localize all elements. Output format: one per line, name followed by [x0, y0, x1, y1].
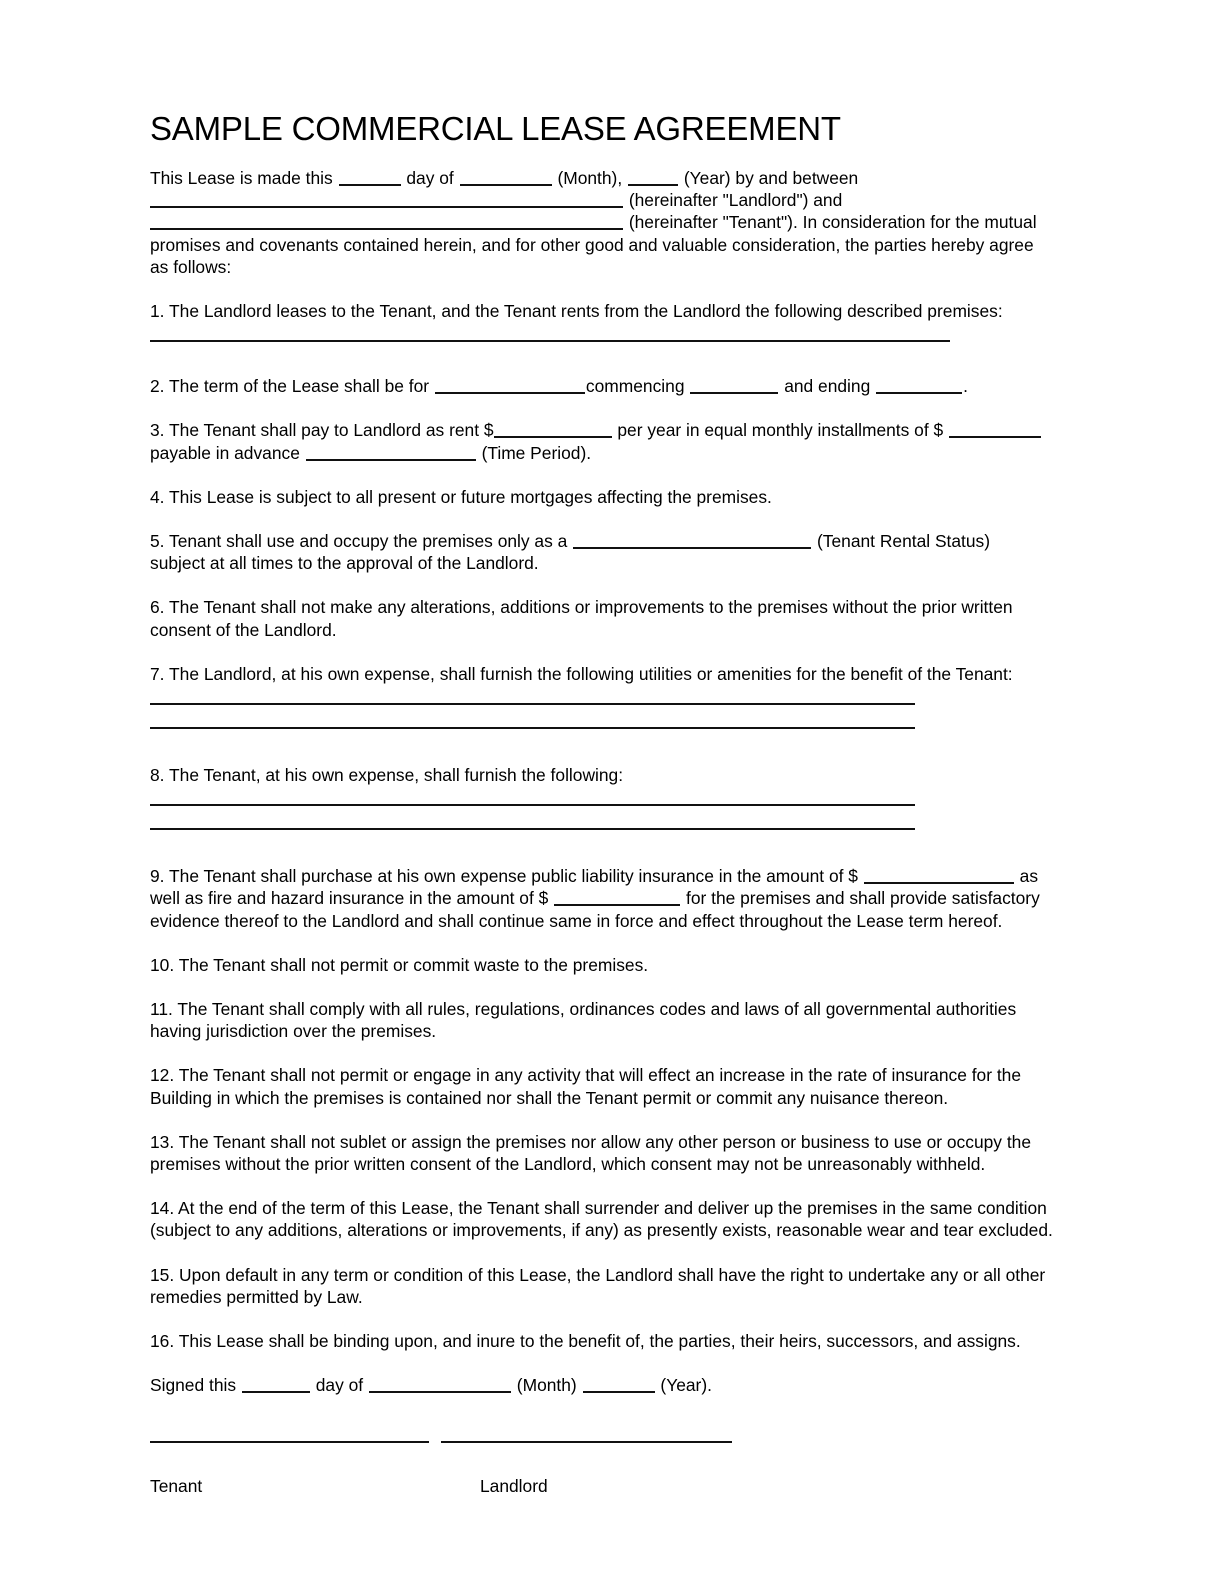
- clause-10-text: 10. The Tenant shall not permit or commit waste to the premises.: [150, 954, 649, 975]
- tenant-label: Tenant: [150, 1475, 203, 1496]
- clause-7: [150, 663, 1068, 685]
- signature-labels: [150, 1475, 1068, 1497]
- ending-date-blank[interactable]: [876, 378, 962, 394]
- clause-1-text: 1. The Landlord leases to the Tenant, and the Tenant rents from the Landlord the following described premises:: [150, 301, 1003, 322]
- clause-14: [150, 1197, 1068, 1241]
- landlord-tail-text: (hereinafter "Landlord") and: [628, 190, 843, 211]
- clause-2-text-1: 2. The term of the Lease shall be for: [150, 376, 430, 397]
- clause-3: [150, 419, 1068, 463]
- clause-16-text: 16. This Lease shall be binding upon, and inure to the benefit of, the parties, their heirs, successors, and assigns.: [150, 1331, 1021, 1352]
- intro-paragraph: [150, 167, 1068, 278]
- clause-9: [150, 865, 1068, 932]
- signature-lines: [150, 1441, 1068, 1443]
- clause-15-text: 15. Upon default in any term or condition of this Lease, the Landlord shall have the right to undertake any or all other remedies permitted by Law.: [150, 1264, 1046, 1307]
- annual-rent-blank[interactable]: [494, 422, 612, 438]
- clause-2-text-4: .: [963, 376, 968, 397]
- landlord-signature-line[interactable]: [441, 1441, 732, 1443]
- spacer: [150, 342, 1068, 363]
- spacer: [150, 729, 1068, 750]
- clause-3-text-1: 3. The Tenant shall pay to Landlord as rent $: [150, 420, 494, 441]
- clause-5-text-3: subject at all times to the approval of the Landlord.: [150, 553, 539, 574]
- clause-14-text: 14. At the end of the term of this Lease, the Tenant shall surrender and deliver up the premises in the same condition (subject to any additions, alterations or improvements, if any) as presently exists, reasonable wear and tear excluded.: [150, 1198, 1053, 1241]
- clause-4: [150, 486, 1068, 508]
- intro-text-4: (Year) by and between: [683, 168, 859, 188]
- intro-text-1: This Lease is made this: [150, 168, 333, 188]
- clause-5-text-1: 5. Tenant shall use and occupy the premises only as a: [150, 531, 568, 552]
- page-title: SAMPLE COMMERCIAL LEASE AGREEMENT: [150, 110, 841, 147]
- term-length-blank[interactable]: [435, 378, 585, 394]
- signed-day-blank[interactable]: [242, 1377, 310, 1393]
- fire-hazard-insurance-blank[interactable]: [554, 890, 680, 906]
- clause-16: [150, 1330, 1068, 1352]
- clause-7-text: 7. The Landlord, at his own expense, shall furnish the following utilities or amenities for the benefit of the Tenant:: [150, 663, 1013, 684]
- monthly-rent-blank[interactable]: [949, 422, 1041, 438]
- signed-line: [150, 1374, 1068, 1396]
- clause-15: [150, 1264, 1068, 1308]
- signature-block: [150, 1441, 1068, 1497]
- clause-3-text-3: payable in advance: [150, 442, 300, 463]
- liability-insurance-blank[interactable]: [864, 868, 1014, 884]
- clause-12: [150, 1064, 1068, 1108]
- clause-2-text-3: and ending: [784, 376, 871, 397]
- tenant-name-blank[interactable]: [150, 214, 623, 230]
- spacer: [150, 830, 1068, 851]
- month-blank[interactable]: [460, 170, 552, 186]
- clause-5: [150, 530, 1068, 574]
- clause-6-text: 6. The Tenant shall not make any alterations, additions or improvements to the premises without the prior written consent of the Landlord.: [150, 597, 1013, 640]
- clause-11: [150, 998, 1068, 1042]
- signed-month-blank[interactable]: [369, 1377, 511, 1393]
- intro-text-2: day of: [406, 168, 454, 188]
- clause-8-text: 8. The Tenant, at his own expense, shall furnish the following:: [150, 765, 624, 786]
- clause-8-answer-line-1[interactable]: [150, 804, 915, 806]
- signed-text-2: day of: [315, 1375, 364, 1396]
- signed-year-blank[interactable]: [583, 1377, 655, 1393]
- clause-10: [150, 954, 1068, 976]
- tenant-signature-line[interactable]: [150, 1441, 429, 1443]
- clause-3-text-4: (Time Period).: [481, 442, 592, 463]
- intro-text-5: promises and covenants contained herein, and for other good and valuable consideration, the parties hereby agree: [150, 234, 1034, 255]
- clause-13-text: 13. The Tenant shall not sublet or assign the premises nor allow any other person or business to use or occupy the premises without the prior written consent of the Landlord, which consent may not be unreasonably withheld.: [150, 1131, 1031, 1175]
- time-period-blank[interactable]: [306, 445, 476, 461]
- clause-7-answer-line-1[interactable]: [150, 703, 915, 705]
- landlord-label: Landlord: [480, 1475, 548, 1496]
- landlord-name-blank[interactable]: [150, 192, 623, 208]
- clause-1: [150, 300, 1068, 322]
- clause-8: [150, 764, 1068, 786]
- commencing-date-blank[interactable]: [690, 378, 778, 394]
- clause-11-text: 11. The Tenant shall comply with all rules, regulations, ordinances codes and laws of all governmental authorities having jurisdiction over the premises.: [150, 999, 1017, 1042]
- clause-9-text-2: as well as fire and hazard insurance in the amount of $: [150, 866, 1039, 909]
- intro-text-3: (Month),: [557, 168, 623, 188]
- year-blank[interactable]: [628, 170, 678, 186]
- clause-2: [150, 375, 1068, 397]
- signed-text-1: Signed this: [150, 1375, 237, 1396]
- clause-12-text: 12. The Tenant shall not permit or engage in any activity that will effect an increase in the rate of insurance for the Building in which the premises is contained nor shall the Tenant permit or commit any nuisance thereon.: [150, 1065, 1022, 1108]
- day-blank[interactable]: [339, 170, 401, 186]
- clause-6: [150, 596, 1068, 640]
- clause-9-text-1: 9. The Tenant shall purchase at his own expense public liability insurance in the amount of $: [150, 866, 858, 887]
- clause-9-text-3: for the premises and shall provide satisfactory evidence thereof to the Landlord and shall continue same in force and effect throughout the Lease term hereof.: [150, 888, 1040, 931]
- signed-text-3: (Month): [516, 1375, 577, 1396]
- clause-13: [150, 1131, 1068, 1175]
- intro-text-6: as follows:: [150, 256, 232, 277]
- clause-4-text: 4. This Lease is subject to all present or future mortgages affecting the premises.: [150, 486, 772, 507]
- clause-3-text-2: per year in equal monthly installments of $: [617, 420, 944, 441]
- clause-5-text-2: (Tenant Rental Status): [817, 531, 991, 552]
- tenant-tail-text: (hereinafter "Tenant"). In consideration for the mutual: [628, 212, 1037, 233]
- signed-text-4: (Year).: [660, 1375, 712, 1396]
- rental-status-blank[interactable]: [573, 533, 811, 549]
- clause-2-text-2: commencing: [585, 376, 685, 397]
